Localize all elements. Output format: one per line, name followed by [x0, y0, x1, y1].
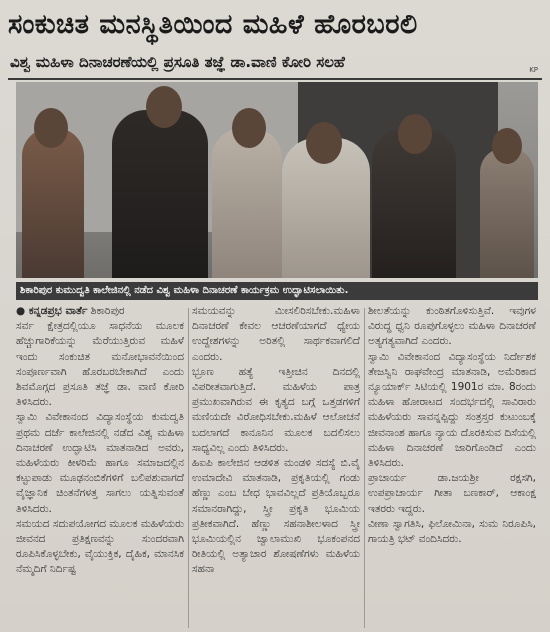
dateline: ಶಿಕಾರಿಪುರ	[87, 305, 125, 317]
paragraph: ಸರ್ವ ಕ್ಷೇತ್ರದಲ್ಲಿಯೂ ಸಾಧನೆಯ ಮೂಲಕ ಹೆಚ್ಚುಗಾರಿಕೆಯನ್ನು ಮೆರೆಯುತ್ತಿರುವ ಮಹಿಳೆ ಇಂದು ಸಂಕುಚಿತ ಮನೋಭಾವನೆಯಿಂದ ಸಂಪೂರ್ಣವಾಗಿ ಹೊರಬರಬೇಕಾಗಿದೆ ಎಂದು ಶಿವಮೊಗ್ಗದ ಪ್ರಸೂತಿ ತಜ್ಞೆ ಡಾ. ವಾಣಿ ಕೋರಿ ತಿಳಿಸಿದರು.	[16, 320, 184, 409]
subheadline: ವಿಶ್ವ ಮಹಿಳಾ ದಿನಾಚರಣೆಯಲ್ಲಿ ಪ್ರಸೂತಿ ತಜ್ಞೆ ಡಾ.ವಾಣಿ ಕೋರಿ ಸಲಹೆ	[10, 53, 345, 71]
photo-figure-2	[112, 110, 208, 278]
column-3	[368, 304, 536, 630]
paragraph: ಪ್ರಾಚಾರ್ಯ ಡಾ.ಜಯಶ್ರೀ ರಕ್ಷಸಗಿ, ಉಪಪ್ರಾಚಾರ್ಯ ಗೀತಾ ಬಣಕಾರ್, ಆಕಾಂಕ್ಷ ಇತರರು ಇದ್ದರು.	[368, 472, 536, 515]
paragraph: ಸ್ವಾಮಿ ವಿವೇಕಾನಂದ ವಿದ್ಯಾಸಂಸ್ಥೆಯ ನಿರ್ದೇಶಕ ತೇಜಸ್ವಿನಿ ರಾಘವೇಂದ್ರ ಮಾತನಾಡಿ, ಅಮೆರಿಕಾದ ನ್ಯೂಯಾರ್ಕ್ ಸಿಟಿಯಲ್ಲಿ 1901ರ ಮಾ. 8ರಂದು ಮಹಿಳಾ ಹೋರಾಟದ ಸಂದರ್ಭದಲ್ಲಿ ಸಾವಿರಾರು ಮಹಿಳೆಯರು ಸಾವನ್ನಪ್ಪಿದ್ದು ಸಂತ್ರಸ್ತರ ಕುಟುಂಬಕ್ಕೆ ಜೀವನಾಂಶ ಹಾಗೂ ನ್ಯಾಯ ದೊರಕಿಸುವ ದಿಸೆಯಲ್ಲಿ ಮಹಿಳಾ ದಿನಾಚರಣೆ ಜಾರಿಗೊಂಡಿದೆ ಎಂದು ತಿಳಿಸಿದರು.	[368, 350, 536, 470]
headline: ಸಂಕುಚಿತ ಮನಸ್ಥಿತಿಯಿಂದ ಮಹಿಳೆ ಹೊರಬರಲಿ	[8, 9, 418, 40]
photo-head-5	[398, 114, 432, 154]
photo-head-6	[492, 128, 522, 164]
paragraph: ಶೀಲತೆಯನ್ನು ಕುಂಠಿತಗೊಳಿಸುತ್ತಿವೆ. ಇವುಗಳ ವಿರುದ್ಧ ಧ್ವನಿ ರೂಪುಗೊಳ್ಳಲು ಮಹಿಳಾ ದಿನಾಚರಣೆ ಅತ್ಯಗತ್ಯವಾಗಿದೆ ಎಂದರು.	[368, 305, 536, 348]
byline-paragraph	[16, 304, 184, 319]
article-body	[16, 304, 538, 630]
byline: ● ಕನ್ನಡಪ್ರಭ ವಾರ್ತೆ	[16, 305, 88, 317]
photo-head-3	[232, 108, 266, 148]
paragraph: ಹಿಐಪಿ ಕಾಲೇಜಿನ ಆಡಳಿತ ಮಂಡಳಿ ಸದಸ್ಯೆ ಬಿ.ವೈ ಉಮಾದೇವಿ ಮಾತನಾಡಿ, ಪ್ರಕೃತಿಯಲ್ಲಿ ಗಂಡು ಹೆಣ್ಣು ಎಂಬ ಬೇಧ ಭಾವವಿಲ್ಲದೆ ಪ್ರತಿಯೊಬ್ಬರೂ ಸಮಾನರಾಗಿದ್ದು, ಸ್ತ್ರೀ ಪ್ರಕೃತಿ ಭೂಮಿಯ ಪ್ರತೀಕವಾಗಿದೆ. ಹೆಣ್ಣು ಸಹನಾಶೀಲಳಾದ ಸ್ತ್ರೀ ಭೂಮಿಯಲ್ಲಿನ ಜ್ವಾಲಾಮುಖಿ ಭೂಕಂಪನದ ರೀತಿಯಲ್ಲಿ ಅತ್ಯಾಚಾರ ಶೋಷಣೆಗಳು ಮಹಿಳೆಯ ಸಹನಾ	[192, 457, 360, 576]
paragraph: ಸ್ವಾಮಿ ವಿವೇಕಾನಂದ ವಿದ್ಯಾಸಂಸ್ಥೆಯ ಕುಮದ್ವತಿ ಪ್ರಥಮ ದರ್ಜೆ ಕಾಲೇಜಿನಲ್ಲಿ ನಡೆದ ವಿಶ್ವ ಮಹಿಳಾ ದಿನಾಚರಣೆ ಉದ್ಘಾಟಿಸಿ ಮಾತನಾಡಿದ ಅವರು, ಮಹಿಳೆಯರು ಕೀಳರಿಮೆ ಹಾಗೂ ಸಮಾಜದಲ್ಲಿನ ಕಟ್ಟುಪಾಡು ಮೂಢನಂಬಿಕೆಗಳಿಗೆ ಬಲಿಪಶುವಾಗದೆ ವೈಜ್ಞಾನಿಕ ಚಿಂತನೆಗಳತ್ತ ಸಾಗಲು ಯತ್ನಿಸುವಂತೆ ತಿಳಿಸಿದರು.	[16, 411, 184, 515]
event-photo	[16, 82, 538, 278]
paragraph: ಸಮಯವನ್ನು ಮೀಸಲಿರಿಸಬೇಕು.ಮಹಿಳಾ ದಿನಾಚರಣೆ ಕೇವಲ ಆಚರಣೆಯಾಗದೆ ಧ್ಯೇಯ ಉದ್ದೇಶಗಳನ್ನು ಅರಿತಲ್ಲಿ ಸಾರ್ಥಕವಾಗಲಿದೆ ಎಂದರು.	[192, 305, 360, 363]
paragraph: ವೀಣಾ ಸ್ವಾಗತಿಸಿ, ಫಿಲೋಮಿನಾ, ಸುಮ ನಿರೂಪಿಸಿ, ಗಾಯತ್ರಿ ಭಟ್ ವಂದಿಸಿದರು.	[368, 517, 536, 546]
paragraph: ಸಮಯದ ಸದುಪಯೋಗದ ಮೂಲಕ ಮಹಿಳೆಯರು ಜೀವನದ ಪ್ರತಿಕ್ಷಣವನ್ನು ಸುಂದರವಾಗಿ ರೂಪಿಸಿಕೊಳ್ಳಬೇಕು, ವೈಯುಕ್ತಿಕ, ದೈಹಿಕ, ಮಾನಸಿಕ ನೆಮ್ಮದಿಗೆ ನಿರ್ದಿಷ್ಟ	[16, 517, 184, 576]
photo-figure-1	[22, 128, 84, 278]
photo-credit: KP	[529, 66, 538, 74]
photo-head-2	[146, 86, 182, 128]
column-divider	[188, 308, 189, 628]
column-2	[192, 304, 360, 630]
photo-figure-6	[480, 148, 534, 278]
paragraph: ಭ್ರೂಣ ಹತ್ಯೆ ಇತ್ತೀಚಿನ ದಿನದಲ್ಲಿ ವಿಪರೀತವಾಗುತ್ತಿದೆ. ಮಹಿಳೆಯ ಪಾತ್ರ ಪ್ರಮುಖವಾಗಿರುವ ಈ ಕೃತ್ಯದ ಬಗ್ಗೆ ಒತ್ತಡಗಳಿಗೆ ಮಣಿಯದೇ ವಿರೋಧಿಸಬೇಕು.ಮಹಿಳೆ ಆಲೋಚನೆ ಬದಲಾಗದೆ ಕಾನೂನಿನ ಮೂಲಕ ಬದಲಿಸಲು ಸಾಧ್ಯವಿಲ್ಲ ಎಂದು ತಿಳಿಸಿದರು.	[192, 365, 360, 454]
headline-rule	[8, 78, 542, 80]
photo-caption: ಶಿಕಾರಿಪುರ ಕುಮುದ್ವತಿ ಕಾಲೇಜಿನಲ್ಲಿ ನಡೆದ ವಿಶ್ವ ಮಹಿಳಾ ದಿನಾಚರಣೆ ಕಾರ್ಯಕ್ರಮ ಉದ್ಘಾಟಿಸಲಾಯಿತು.	[16, 282, 538, 300]
column-1	[16, 304, 184, 630]
photo-head-1	[34, 108, 68, 148]
photo-figure-3	[212, 128, 282, 278]
photo-head-4	[306, 122, 342, 164]
column-divider	[364, 308, 365, 628]
